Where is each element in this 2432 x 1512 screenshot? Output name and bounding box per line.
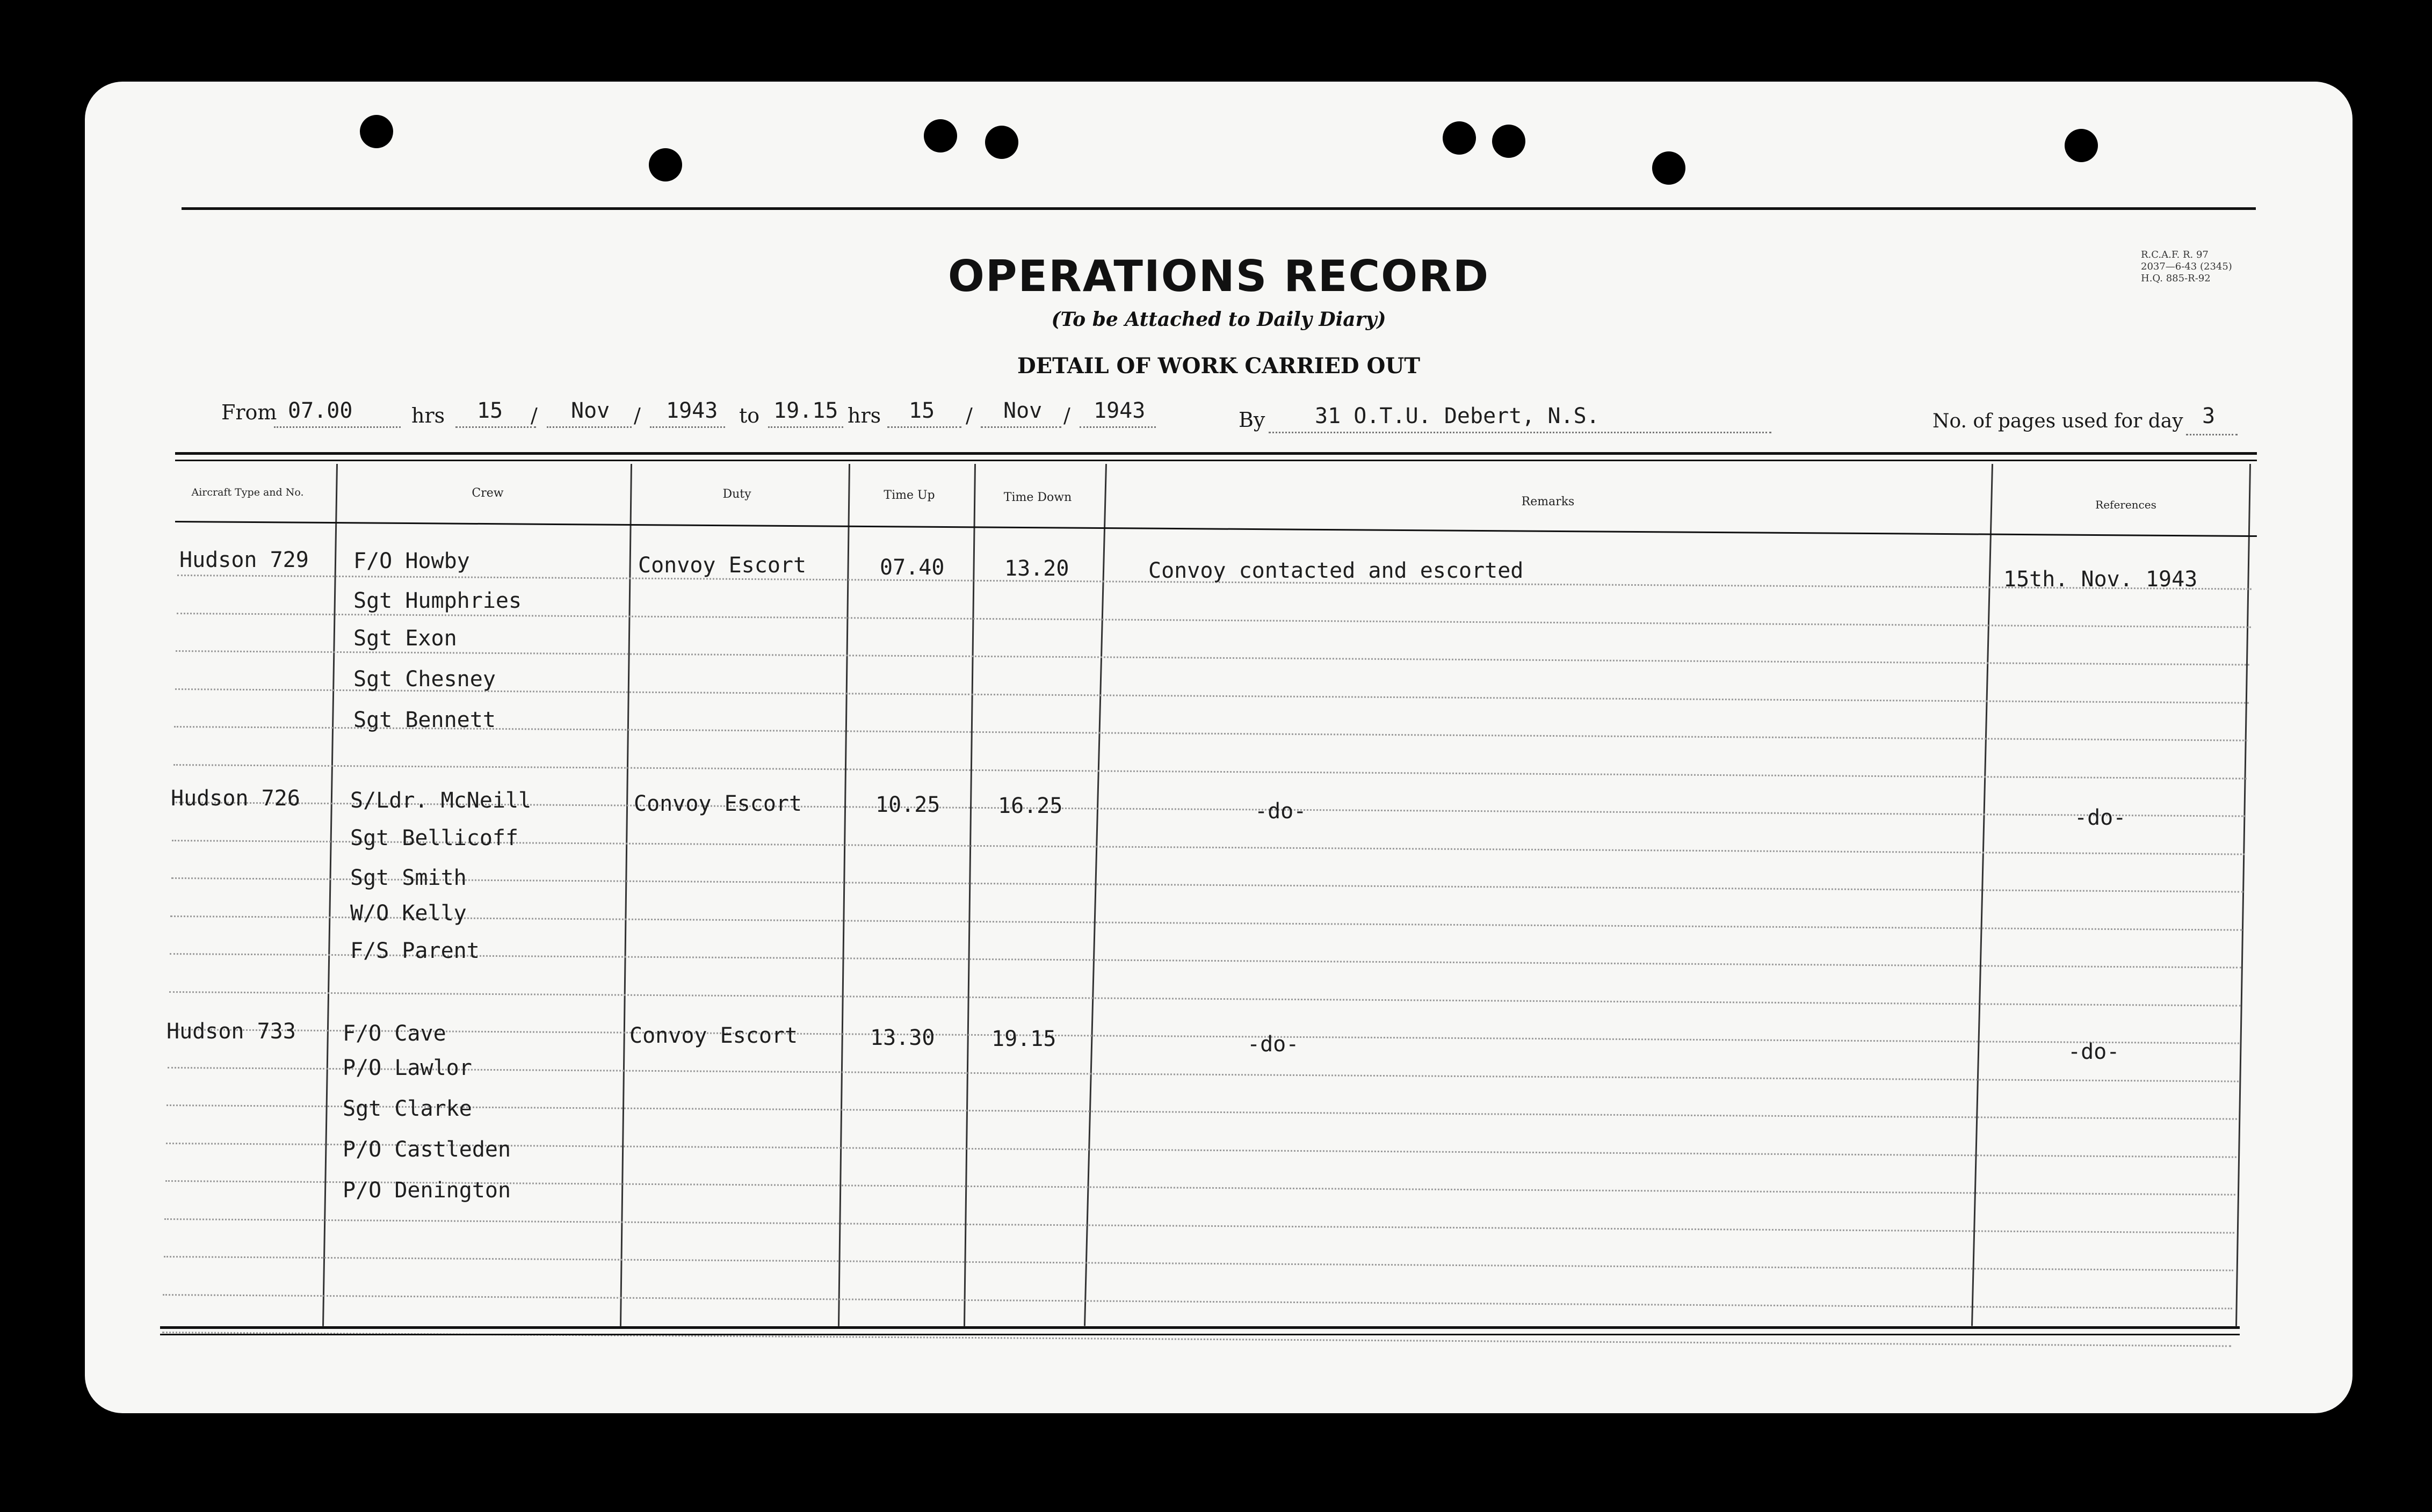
duty-cell: Convoy Escort bbox=[638, 553, 807, 578]
references-cell: -do- bbox=[2074, 805, 2126, 830]
ruled-line bbox=[163, 1294, 2232, 1310]
slash: / bbox=[634, 404, 641, 427]
time-down-cell: 13.20 bbox=[1004, 556, 1069, 581]
crew-cell: S/Ldr. McNeill bbox=[350, 788, 532, 813]
aircraft-cell: Hudson 729 bbox=[179, 548, 309, 572]
ruled-line bbox=[168, 1029, 2239, 1044]
col-header-duty: Duty bbox=[722, 488, 751, 501]
from-time-dots bbox=[274, 426, 401, 428]
from-time: 07.00 bbox=[288, 398, 353, 423]
punch-hole bbox=[360, 115, 393, 148]
ruled-line bbox=[173, 764, 2246, 780]
to-hrs-label: hrs bbox=[848, 404, 881, 427]
aircraft-cell: Hudson 726 bbox=[171, 786, 300, 811]
to-day-dots bbox=[887, 426, 961, 428]
ruled-line bbox=[169, 991, 2240, 1007]
slash: / bbox=[966, 404, 973, 427]
column-divider bbox=[2235, 464, 2251, 1326]
form-number-line: R.C.A.F. R. 97 bbox=[2141, 249, 2209, 260]
time-up-cell: 07.40 bbox=[880, 555, 945, 580]
crew-cell: P/O Denington bbox=[343, 1178, 511, 1203]
remarks-cell: Convoy contacted and escorted bbox=[1148, 558, 1524, 583]
from-day-dots bbox=[455, 426, 536, 428]
from-day: 15 bbox=[477, 398, 503, 423]
crew-cell: Sgt Humphries bbox=[353, 588, 522, 613]
col-header-crew: Crew bbox=[472, 486, 504, 500]
to-year: 1943 bbox=[1094, 398, 1146, 423]
crew-cell: P/O Castleden bbox=[343, 1137, 511, 1162]
crew-cell: P/O Lawlor bbox=[343, 1056, 472, 1080]
time-down-cell: 16.25 bbox=[998, 794, 1063, 818]
column-divider bbox=[964, 464, 976, 1326]
form-title: OPERATIONS RECORD bbox=[947, 251, 1490, 301]
column-header-underline bbox=[175, 521, 2257, 537]
column-divider bbox=[1084, 464, 1107, 1326]
from-month-dots bbox=[547, 426, 632, 428]
form-number bbox=[2141, 249, 2232, 285]
references-cell: 15th. Nov. 1943 bbox=[2003, 567, 2198, 592]
column-divider bbox=[838, 464, 850, 1326]
crew-cell: Sgt Bellicoff bbox=[350, 826, 519, 851]
ruled-line bbox=[176, 650, 2249, 666]
operations-record-card bbox=[85, 82, 2353, 1413]
ruled-line bbox=[170, 953, 2241, 969]
crew-cell: F/O Cave bbox=[343, 1021, 446, 1046]
crew-cell: Sgt Bennett bbox=[353, 708, 496, 732]
to-year-dots bbox=[1080, 426, 1156, 428]
ruled-line bbox=[177, 613, 2250, 628]
slash: / bbox=[531, 404, 538, 427]
col-header-aircraft: Aircraft Type and No. bbox=[191, 486, 304, 498]
time-up-cell: 10.25 bbox=[875, 793, 940, 817]
crew-cell: Sgt Clarke bbox=[343, 1096, 472, 1121]
time-down-cell: 19.15 bbox=[991, 1027, 1056, 1051]
column-divider bbox=[322, 464, 338, 1326]
to-time-dots bbox=[768, 426, 843, 428]
from-month: Nov bbox=[571, 398, 610, 423]
punch-hole bbox=[1443, 121, 1476, 155]
pages-label: No. of pages used for day bbox=[1932, 410, 2183, 432]
to-day: 15 bbox=[909, 398, 935, 423]
punch-hole bbox=[1492, 125, 1525, 158]
table-top-rule-2 bbox=[175, 460, 2257, 461]
crew-cell: F/S Parent bbox=[350, 939, 480, 963]
ruled-line bbox=[170, 915, 2242, 931]
table-bottom-rule bbox=[160, 1326, 2240, 1329]
remarks-cell: -do- bbox=[1247, 1032, 1299, 1057]
to-month-dots bbox=[981, 426, 1061, 428]
col-header-time-up: Time Up bbox=[884, 489, 935, 502]
time-up-cell: 13.30 bbox=[870, 1026, 935, 1050]
by-label: By bbox=[1239, 408, 1265, 432]
top-rule bbox=[182, 207, 2256, 210]
form-number-line: 2037—6-43 (2345) bbox=[2141, 261, 2232, 272]
detail-heading: DETAIL OF WORK CARRIED OUT bbox=[1017, 353, 1421, 379]
hrs-label: hrs bbox=[411, 404, 445, 427]
crew-cell: W/O Kelly bbox=[350, 901, 467, 926]
aircraft-cell: Hudson 733 bbox=[167, 1019, 296, 1044]
remarks-cell: -do- bbox=[1255, 799, 1307, 824]
ruled-line bbox=[171, 877, 2243, 893]
column-divider bbox=[620, 464, 632, 1326]
to-label: to bbox=[739, 404, 760, 427]
col-header-references: References bbox=[2095, 498, 2156, 511]
from-year: 1943 bbox=[666, 398, 718, 423]
col-header-remarks: Remarks bbox=[1521, 495, 1575, 508]
crew-cell: Sgt Chesney bbox=[353, 667, 496, 692]
crew-cell: Sgt Smith bbox=[350, 866, 467, 890]
punch-hole bbox=[924, 119, 957, 152]
by-dots bbox=[1269, 432, 1771, 433]
from-year-dots bbox=[650, 426, 725, 428]
duty-cell: Convoy Escort bbox=[629, 1023, 798, 1048]
punch-hole bbox=[649, 148, 682, 181]
punch-hole bbox=[2065, 129, 2098, 162]
to-month: Nov bbox=[1003, 398, 1043, 423]
column-divider bbox=[1971, 464, 1993, 1326]
table-top-rule bbox=[175, 452, 2257, 455]
table-bottom-rule-2 bbox=[160, 1334, 2240, 1335]
crew-cell: F/O Howby bbox=[353, 549, 470, 573]
crew-cell: Sgt Exon bbox=[353, 626, 457, 651]
pages-value: 3 bbox=[2202, 404, 2216, 428]
by-value: 31 O.T.U. Debert, N.S. bbox=[1315, 404, 1599, 428]
slash: / bbox=[1063, 404, 1070, 427]
form-subtitle: (To be Attached to Daily Diary) bbox=[1051, 308, 1386, 331]
pages-dots bbox=[2186, 434, 2238, 435]
ruled-line bbox=[164, 1256, 2233, 1271]
form-number-line: H.Q. 885-R-92 bbox=[2141, 273, 2211, 284]
col-header-time-down: Time Down bbox=[1003, 491, 1072, 504]
ruled-line bbox=[164, 1218, 2234, 1234]
from-label: From bbox=[221, 401, 277, 424]
duty-cell: Convoy Escort bbox=[634, 791, 802, 816]
ruled-line bbox=[167, 1104, 2237, 1120]
references-cell: -do- bbox=[2068, 1040, 2120, 1064]
punch-hole bbox=[985, 126, 1018, 159]
ruled-line bbox=[168, 1067, 2238, 1082]
to-time: 19.15 bbox=[773, 398, 838, 423]
punch-hole bbox=[1652, 151, 1685, 185]
